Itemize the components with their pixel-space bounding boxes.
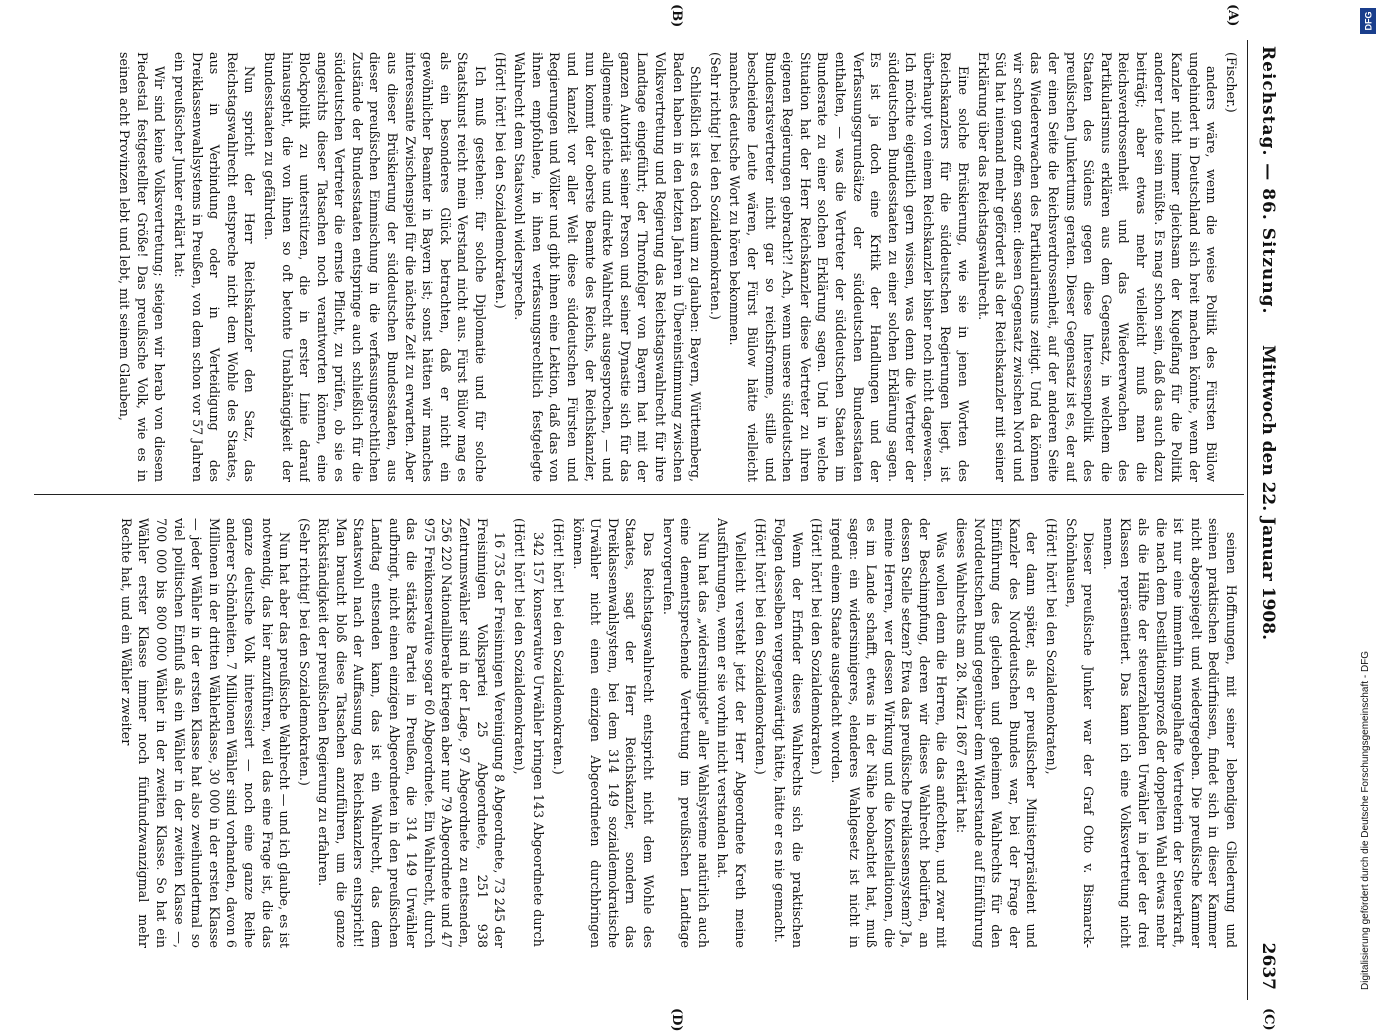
paragraph: (Hört! hört! bei den Sozialdemokraten.) [492,52,508,309]
paragraph: (Sehr richtig! bei den Sozialdemokraten.) [296,518,312,786]
page-number: 2637 [1258,942,1278,990]
left-column [40,52,1240,482]
paragraph: Wir sind keine Volksvertretung; steigen wir herab von diesem Piedestal festgestellter Größe! Das preußische Volk, wie es in seinen acht Provinzen lebt und lebt, mit seinem Glauben, [117,52,168,482]
dfg-logo: DFG [1360,8,1376,34]
paragraph: Nun hat das „widersinnigste" aller Wahlsysteme natürlich auch eine dementsprechende Vertretung im preußischen Landtage hervorgerufen. [660,518,711,948]
paragraph: Eine solche Brüskierung, wie sie in jenen Worten des Reichskanzlers für die süddeutschen Regierungen liegt, ist überhaupt von einem Reichskanzler bisher noch nicht dagewesen. Ich möchte eigentlich gern wissen, was denn die Vertreter der süddeutschen Bundesstaaten zu einer solchen Erklärung sagen. Es ist ja doch eine Kritik der Handlungen und der Verfassungsgrundsätze der süddeutschen Bundesstaaten enthalten, — was die Vertreter der süddeutschen Staaten im Bundesrate zu einer solchen Erklärung sagen. Und in welche Situation hat der Herr Reichskanzler diese Vertreter zu ihren eigenen Regierungen gebracht?! Ach, wenn unsere süddeutschen Bundesratsvertreter nicht gar so reichsfromme, stille und bescheidene Leute wären, der Fürst Bülow hätte vielleicht manches deutsche Wort zu hören bekommen. [727,52,972,482]
margin-marker-d: (D) [669,1008,684,1032]
margin-marker-c: (C) [1261,1008,1276,1031]
paragraph: (Sehr richtig! bei den Sozialdemokraten.) [707,52,723,320]
paragraph: Schließlich ist es doch kaum zu glauben: Bayern, Württemberg, Baden haben in den letzten Jahren in Übereinstimmung zwischen Volksvertretung und Regierung das Reichstagswahlrecht für ihre Landtage eingeführt; der Thronfolger von Bayern hat mit der ganzen Autorität seiner Person und seiner Dynastie sich für das allgemeine gleiche und direkte Wahlrecht ausgesprochen, — und nun kommt der oberste Beamte des Reichs, der Reichskanzler, und kanzelt vor aller Welt diese süddeutschen Fürsten und Regierungen und Völker und gibt ihnen eine Lektion, daß das von ihnen empfohlene, in ihnen verfassungsrechtlich festgelegte Wahlrecht dem Staatswohl widerspreche. [512,52,704,482]
paragraph: (Fischer.) [1224,52,1239,113]
paragraph: Wenn der Erfinder dieses Wahlrechts sich die praktischen Folgen desselben vergegenwärtigt hätte, hätte er es nie gemacht. [772,518,805,948]
newspaper-page [16,4,1296,1032]
margin-marker-b: (B) [669,4,684,28]
paragraph: Das Reichstagswahlrecht entspricht nicht dem Wohle des Staates, sagt der Herr Reichskanzler, sondern das Dreiklassenwahlsystem, bei dem 314 149 sozialdemokratische Urwähler nicht einen einzigen Abgeordneten durchbringen können. [570,518,656,948]
paragraph: der dann später, als er preußischer Ministerpräsident und Kanzler des Norddeutschen Bundes war, bei der Frage der Einführung des gleichen und geheimen Wahlrechts für den Norddeutschen Bund gegenüber dem Widerstande auf Einführung dieses Wahlrechts am 28. März 1867 erklärt hat: [954,518,1040,948]
paragraph: 342 157 konservative Urwähler bringen 143 Abgeordnete durch [531,532,547,947]
column-divider [34,494,1244,495]
header-left: Reichstag. — 86. Sitzung. [1258,46,1278,315]
paragraph: (Hört! hört! bei den Sozialdemokraten), [511,518,527,775]
paragraph: Nun spricht der Herr Reichskanzler den Satz, das Reichstagswahlrecht entspreche nicht dem Wohle des Staates, aus in Verbindung oder in Verteidigung des Dreiklassenwahlsystems in Preußen, von dem schon vor 57 Jahren ein preußischer Junker erklärt hat: [171,52,258,482]
right-column [40,518,1240,948]
paragraph: Ich muß gestehen: für solche Diplomatie und für solche Staatskunst reicht mein Verstand nicht aus. Fürst Bülow mag es als ein besonderes Glück betrachten, daß er nicht ein gewöhnlicher Beamter in Bayern ist; sonst hätten wir manches interessante Zwischenspiel für die nächste Zeit zu erwarten. Aber aus dieser Brüskierung der süddeutschen Bundesstaaten, aus dieser preußischen Einmischung in die verfassungsrechtlichen Zustände der Bundesstaaten entspringe auch schließlich für die süddeutschen Vertreter die ernste Pflicht, zu prüfen, ob sie es angesichts dieser Tatsachen noch verantworten können, eine Blockpolitik zu unterstützen, die in erster Linie darauf hinausgeht, die von ihnen so oft betonte Unabhängigkeit der Bundesstaaten zu gefährden. [261,52,489,482]
paragraph: Vielleicht versteht jetzt der Herr Abgeordnete Kreth meine Ausführungen, wenn er sie vorhin nicht verstanden hat. [715,518,748,948]
paragraph: (Hört! hört! bei den Sozialdemokraten), [1044,518,1060,775]
header-date: Mittwoch den 22. Januar 1908. [1258,345,1278,640]
paragraph: Nun hat aber das preußische Wahlrecht — und ich glaube, es ist notwendig, das hier anzuführen, weil das eine Frage ist, die das ganze deutsche Volk interessiert — noch eine ganze Reihe anderer Schönheiten. 7 Millionen Wähler sind vorhanden, davon 6 Millionen in der dritten Wählerklasse, 30 000 in der ersten Klasse — jeder Wähler in der ersten Klasse hat also zweihundertmal so viel politischen Einfluß als ein Wähler in der zweiten Klasse —, 700 000 bis 800 000 Wähler in der zweiten Klasse. So hat ein Wähler erster Klasse immer noch fünfundzwanzigmal mehr Rechte hat, und ein Wähler zweiter [118,518,293,948]
paragraph: (Hört! hört! bei den Sozialdemokraten.) [809,518,825,775]
paragraph: Was wollen denn die Herren, die das anfechten, und zwar mit der Beschimpfung, deren wir dieses Wahlrecht bedürfen, an dessen Stelle setzen? Etwa das preußische Dreiklassensystem? Ja, meine Herren, wer dessen Wirkung und die Konstellationen, die es im Lande schafft, etwas in der Nähe beobachtet hat, muß sagen: ein widersinnigeres, elenderes Wahlgesetz ist nicht in irgend einem Staate ausgedacht worden. [828,518,950,948]
page-header [1247,40,1288,1000]
paragraph: Dieser preußische Junker war der Graf Otto v. Bismarck-Schönhausen, [1063,518,1097,948]
paragraph: (Hört! hört! bei den Sozialdemokraten.) [551,518,567,775]
paragraph: (Hört! hört! bei den Sozialdemokraten.) [752,518,768,775]
margin-marker-a: (A) [1225,4,1240,27]
paragraph: 16 735 der Freisinnigen Vereinigung 8 Abgeordnete, 73 245 der Freisinnigen Volkspartei 25 Abgeordnete, 251 938 Zentrumswähler sind in der Lage, 97 Abgeordnete zu entsenden, 256 220 Nationalliberale kriegen aber nur 79 Abgeordnete und 47 975 Freikonservative sogar 60 Abgeordnete. Ein Wahlrecht, durch das die stärkste Partei in Preußen, die 314 149 Urwähler aufbringt, nicht einen einzigen Abgeordneten in den preußischen Landtag entsenden kann, das ist ein Wahlrecht, das dem Staatswohl nach der Auffassung des Reichskanzlers entspricht! Man braucht bloß diese Tatsachen anzuführen, um die ganze Rückständigkeit der preußischen Regierung zu erfahren. [316,518,508,948]
digitization-credit: Digitalisierung gefördert durch die Deutsche Forschungsgemeinschaft - DFG [1360,650,1371,990]
paragraph: seinen Hoffnungen, mit seiner lebendigen Gliederung und seinen praktischen Bedürfnissen, findet sich in dieser Kammer nicht abgespiegelt und wiedergegeben. Die preußische Kammer ist nur eine immerhin mangelhafte Vertreterin der Steuerkraft, die nach dem Destillationsprozeß der doppelten Wahl etwas mehr als die Hälfte der steuerzahlenden Urwähler in jeder der drei Klassen repräsentiert. Das kann ich eine Volksvertretung nicht nennen. [1100,518,1239,948]
paragraph: anders wäre, wenn die weise Politik des Fürsten Bülow ungehindert in Deutschland sich breit machen könnte, wenn der Kanzler nicht immer gleichsam der Kugelfang für die Politik anderer Leute sein müßte. Es mag schon sein, daß das auch dazu beiträgt; aber etwas mehr vielleicht muß man die Reichsverdrossenheit und das Wiedererwachen des Partikularismus erklären aus dem Gegensatz, in welchem die Staaten des Südens gegen diese Interessenpolitik des preußischen Junkertums geraten. Dieser Gegensatz ist es, der auf der einen Seite die Reichsverdrossenheit, auf der anderen Seite das Wiedererwachen des Partikularismus zeitigt. Und da können wir schon ganz offen sagen: diesen Gegensatz zwischen Nord und Süd hat niemand mehr gefördert als der Reichskanzler mit seiner Erklärung über das Reichstagswahlrecht. [975,52,1220,482]
